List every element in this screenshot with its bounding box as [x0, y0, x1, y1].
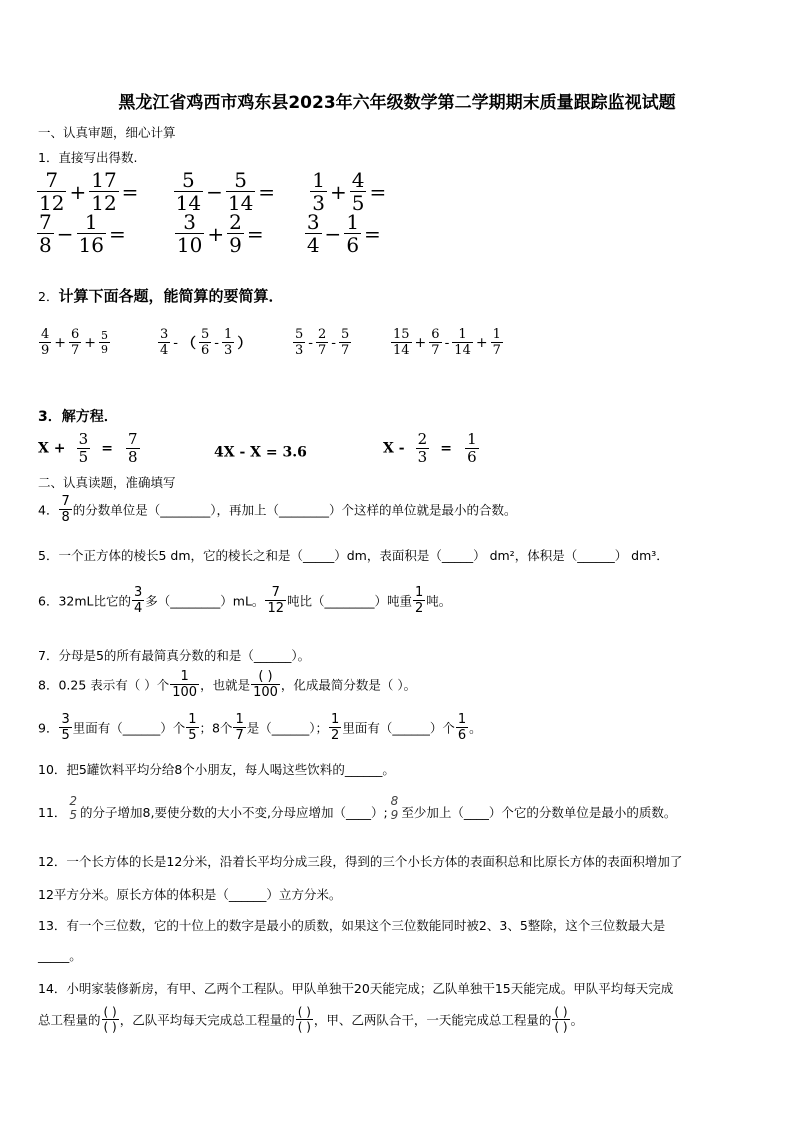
question-1-label: 1．直接写出得数.	[38, 150, 138, 165]
question-10: 10．把5罐饮料平均分给8个小朋友，每人喝这些饮料的______。	[38, 762, 395, 777]
q1-expr-4: $\frac{7}{8}$ − $\frac{1}{16}$ =	[39, 210, 126, 257]
question-3-label: 3．解方程．	[38, 409, 118, 425]
question-6: 6．32mL比它的 $\frac{3}{4}$ 多（________）mL。 $\frac{7}{12}$ 吨比（________）吨重 $\frac{1}{2}$ 吨。	[38, 585, 452, 616]
question-12-line-2: 12平方分米。原长方体的体积是（______）立方分米。	[38, 887, 342, 902]
question-13-line-2: _____。	[38, 948, 82, 963]
question-14-line-1: 14．小明家装修新房，有甲、乙两个工程队。甲队单独干20天能完成；乙队单独干15天能完成。甲队平均每天完成	[38, 981, 674, 996]
question-7: 7．分母是5的所有最简真分数的和是（______）。	[38, 648, 311, 663]
q2-expr-3: $\frac{5}{3}$ - $\frac{2}{7}$ - $\frac{5}{7}$	[295, 327, 350, 358]
page-title: 黑龙江省鸡西市鸡东县2023年六年级数学第二学期期末质量跟踪监视试题	[118, 93, 676, 113]
q1-expr-2: $\frac{5}{14}$ − $\frac{5}{14}$ =	[175, 168, 276, 215]
question-12-line-1: 12．一个长方体的长是12分米，沿着长平均分成三段，得到的三个小长方体的表面积总和比原长方体的表面积增加了	[38, 854, 683, 869]
q2-expr-4: $\frac{15}{14}$ + $\frac{6}{7}$ - $\frac{1}{14}$ + $\frac{1}{7}$	[393, 327, 501, 358]
q1-row-1	[36, 170, 388, 213]
q1-expr-6: $\frac{3}{4}$ − $\frac{1}{6}$ =	[306, 210, 381, 257]
q2-expr-2: $\frac{3}{4}$ - （ $\frac{5}{6}$ - $\frac{1}{3}$ ）	[160, 327, 252, 358]
q3-equation-3: X - $\frac{2}{3}$ = $\frac{1}{6}$	[383, 430, 477, 466]
question-5: 5．一个正方体的棱长5 dm，它的棱长之和是（_____）dm，表面积是（_____） dm²，体积是（______） dm³．	[38, 548, 669, 563]
section-1-heading: 一、认真审题，细心计算	[38, 125, 176, 140]
question-9: 9． $\frac{3}{5}$ 里面有（______）个 $\frac{1}{5}$ ；8个 $\frac{1}{7}$ 是（______）； $\frac{1}{2}$ 里面有（______）个 $\frac{1}{6}$ 。	[38, 712, 482, 743]
question-13-line-1: 13．有一个三位数，它的十位上的数字是最小的质数，如果这个三位数能同时被2、3、5整除，这个三位数最大是	[38, 918, 666, 933]
question-11: 11． 2 5 的分子增加8,要使分数的大小不变,分母应增加（____）; 8 9 至少加上（____）个它的分数单位是最小的质数。	[38, 794, 677, 822]
q1-expr-5: $\frac{3}{10}$ + $\frac{2}{9}$ =	[176, 210, 264, 257]
q2-expr-1: $\frac{4}{9}$ + $\frac{6}{7}$ + $\frac{5}{9}$	[41, 327, 109, 358]
q3-equation-2: 4X - X = 3.6	[214, 444, 307, 461]
q3-equation-1: X + $\frac{3}{5}$ = $\frac{7}{8}$	[38, 430, 138, 466]
question-14-line-2: 总工程量的 $\frac{( )}{( )}$ ，乙队平均每天完成总工程量的 $\frac{( )}{( )}$ ，甲、乙两队合干，一天能完成总工程量的 $\frac{( )}{( )}$ 。	[38, 1005, 584, 1034]
section-2-heading: 二、认真读题，准确填写	[38, 475, 176, 490]
question-8: 8．0.25 表示有（ ）个 $\frac{1}{100}$ ，也就是 $\frac{( )}{100}$ ，化成最简分数是（ ）。	[38, 669, 417, 700]
q1-row-2	[36, 212, 383, 255]
question-2-label: 2．计算下面各题，能简算的要简算．	[38, 287, 284, 305]
q1-expr-3: $\frac{1}{3}$ + $\frac{4}{5}$ =	[312, 168, 387, 215]
question-4: 4． $\frac{7}{8}$ 的分数单位是（________），再加上（________）个这样的单位就是最小的合数。	[38, 494, 517, 525]
q1-expr-1: $\frac{7}{12}$ + $\frac{17}{12}$ =	[39, 168, 139, 215]
